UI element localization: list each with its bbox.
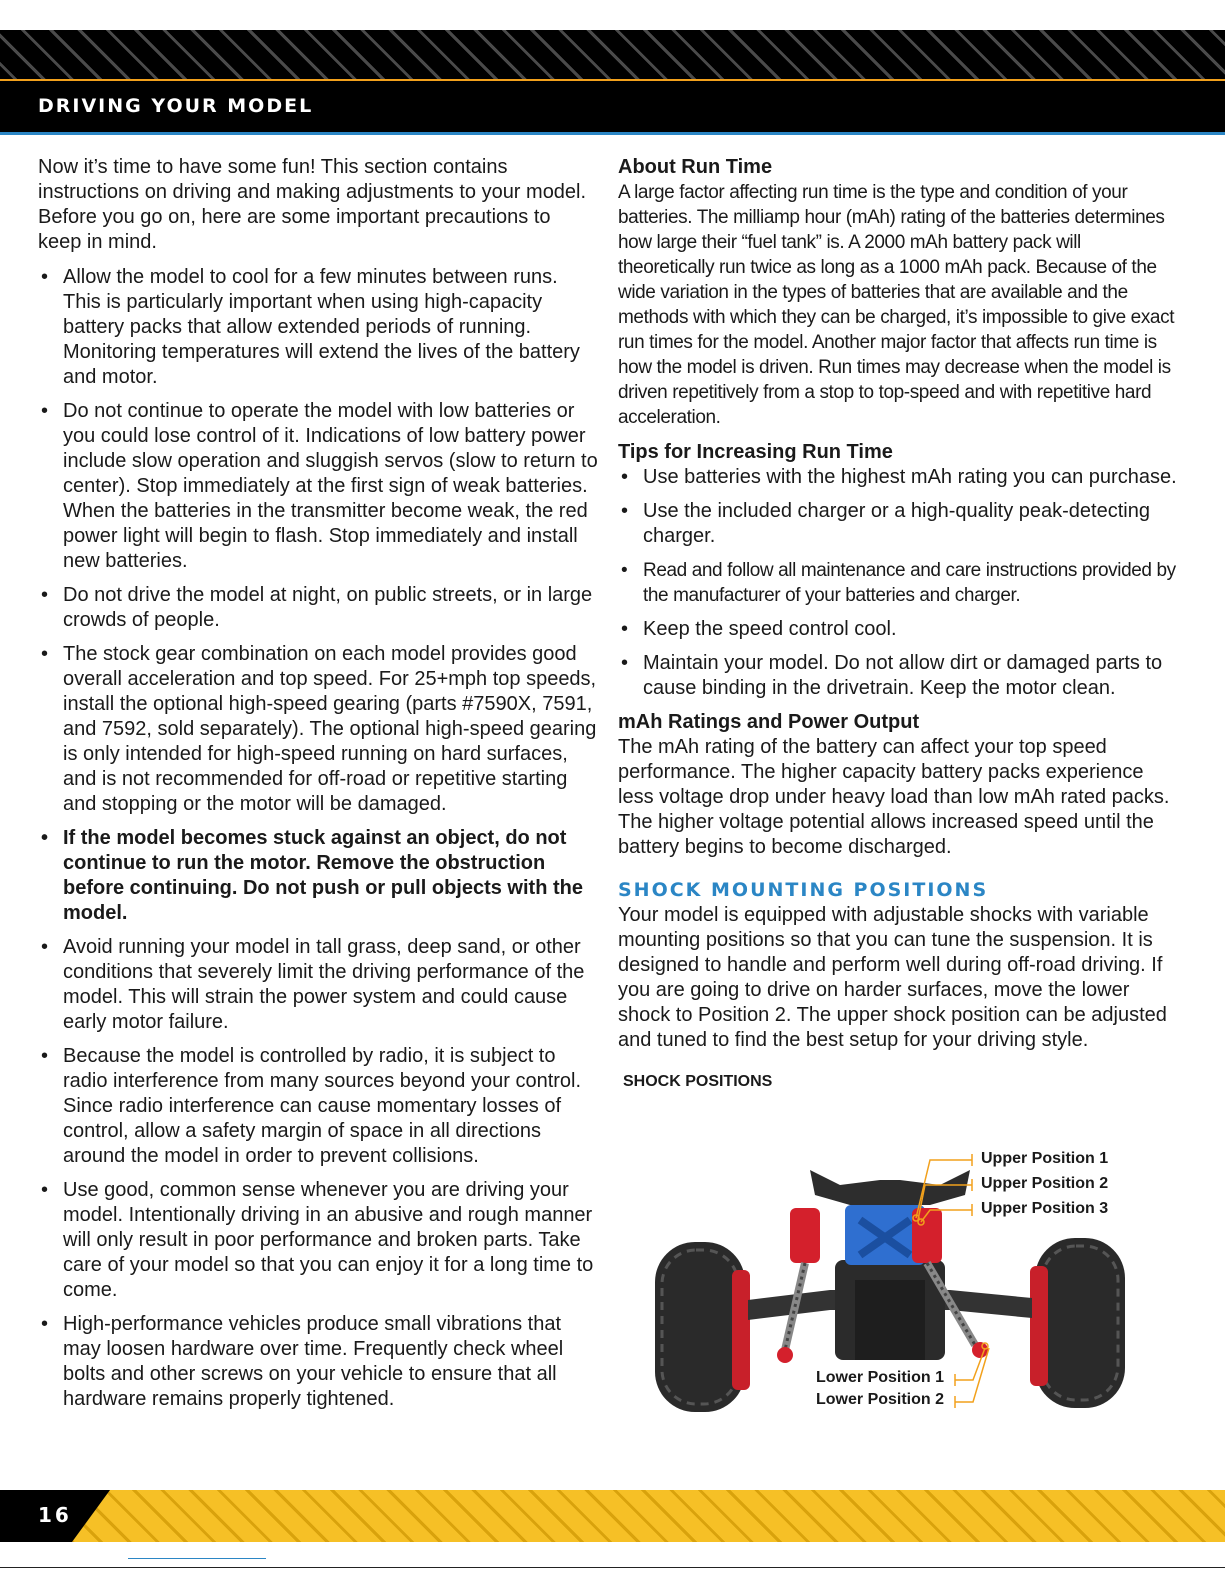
mah-heading: mAh Ratings and Power Output xyxy=(618,711,920,733)
mah-body: The mAh rating of the battery can affect your top speed performance. The higher capacity battery packs experience less voltage drop under heavy load than low mAh rated packs. The higher voltage potential allows increased speed until the battery begins to become discharged. xyxy=(618,736,1170,858)
left-column xyxy=(38,155,598,1421)
upper-position-1-label: Upper Position 1 xyxy=(981,1150,1109,1167)
shock-body: Your model is equipped with adjustable shocks with variable mounting positions so that you can tune the suspension. It is designed to handle and perform well during off-road driving. If you are going to drive on harder surfaces, move the lower shock to Position 2. The upper shock position can be adjusted and tuned to find the best setup for your driving style. xyxy=(618,904,1167,1051)
list-item: • The stock gear combination on each model provides good overall acceleration and top speed. For 25+mph top speeds, install the optional high-speed gearing (parts #7590X, 7591, and 7592, sold separately). The optional high-speed gearing is only intended for high-speed running on hard surfaces, and is not recommended for off-road or repetitive starting and stopping or the motor will be damaged. xyxy=(38,642,598,817)
left-tire xyxy=(655,1242,750,1412)
run-time-heading: About Run Time xyxy=(618,156,773,178)
right-tire xyxy=(1030,1238,1125,1408)
list-item: • Use the included charger or a high-quality peak-detecting charger. xyxy=(618,499,1178,549)
page-title: DRIVING YOUR MODEL xyxy=(38,95,314,117)
left-shock xyxy=(777,1208,820,1363)
list-item: • Read and follow all maintenance and care instructions provided by the manufacturer of your batteries and charger. xyxy=(618,558,1178,608)
page-number: 16 xyxy=(38,1503,72,1527)
list-item: • Keep the speed control cool. xyxy=(618,617,1178,642)
list-item: • Use batteries with the highest mAh rating you can purchase. xyxy=(618,465,1178,490)
shock-positions-figure xyxy=(640,1150,1160,1420)
shock-heading: SHOCK MOUNTING POSITIONS xyxy=(618,879,989,901)
right-column xyxy=(618,155,1178,1094)
header-blue-rule xyxy=(0,132,1225,135)
list-item: • Maintain your model. Do not allow dirt or damaged parts to cause binding in the drivetrain. Keep the motor clean. xyxy=(618,651,1178,701)
list-item: • Use good, common sense whenever you are driving your model. Intentionally driving in an abusive and rough manner will only result in poor performance and broken parts. Take care of your model so that you can enjoy it for a long time to come. xyxy=(38,1178,598,1303)
list-item: • High-performance vehicles produce small vibrations that may loosen hardware over time. Frequently check wheel bolts and other screws on your vehicle to ensure that all hardware remains properly tightened. xyxy=(38,1312,598,1412)
intro-paragraph: Now it’s time to have some fun! This section contains instructions on driving and making adjustments to your model. Before you go on, here are some important precautions to keep in mind. xyxy=(38,156,587,253)
list-item: • Avoid running your model in tall grass, deep sand, or other conditions that severely limit the driving performance of the model. This will strain the power system and could cause early motor failure. xyxy=(38,935,598,1035)
precautions-list xyxy=(38,265,598,1412)
run-time-body: A large factor affecting run time is the type and condition of your batteries. The milliamp hour (mAh) rating of the batteries determines how large their “fuel tank” is. A 2000 mAh battery pack will theoretically run twice as long as a 1000 mAh pack. Because of the wide variation in the types of batteries that are available and the methods with which they can be charged, it’s impossible to give exact run times for the model. Another major factor that affects run time is how the model is driven. Run times may decrease when the model is driven repetitively from a stop to top-speed and with repetitive hard acceleration. xyxy=(618,182,1175,428)
list-item: • Because the model is controlled by radio, it is subject to radio interference from many sources beyond your control. Since radio interference can cause momentary losses of control, allow a safety margin of space in all directions around the model in order to prevent collisions. xyxy=(38,1044,598,1169)
list-item: • Do not continue to operate the model with low batteries or you could lose control of it. Indications of low battery power include slow operation and sluggish servos (slow to return to center). Stop immediately at the first sign of weak batteries. When the batteries in the transmitter become weak, the red power light will begin to flash. Stop immediately and install new batteries. xyxy=(38,399,598,574)
footer-rule xyxy=(0,1567,1225,1568)
upper-position-3-label: Upper Position 3 xyxy=(981,1200,1109,1217)
title-bar xyxy=(0,81,1225,132)
tips-heading: Tips for Increasing Run Time xyxy=(618,441,893,463)
tips-list xyxy=(618,465,1178,701)
list-item: • Allow the model to cool for a few minutes between runs. This is particularly important when using high-capacity battery packs that allow extended periods of running. Monitoring temperatures will extend the lives of the battery and motor. xyxy=(38,265,598,390)
list-item: • Do not drive the model at night, on public streets, or in large crowds of people. xyxy=(38,583,598,633)
lower-position-1-label: Lower Position 1 xyxy=(816,1369,945,1386)
header-stripes xyxy=(0,30,1225,80)
footer-blue-rule xyxy=(128,1558,266,1559)
list-item-warning: • If the model becomes stuck against an object, do not continue to run the motor. Remove the obstruction before continuing. Do not push or pull objects with the model. xyxy=(38,826,598,926)
lower-position-2-label: Lower Position 2 xyxy=(816,1391,945,1408)
figure-label: SHOCK POSITIONS xyxy=(623,1073,773,1090)
footer-band xyxy=(0,1490,1225,1542)
header-band xyxy=(0,0,1225,150)
upper-position-2-label: Upper Position 2 xyxy=(981,1175,1109,1192)
footer-stripes xyxy=(0,1490,1225,1542)
